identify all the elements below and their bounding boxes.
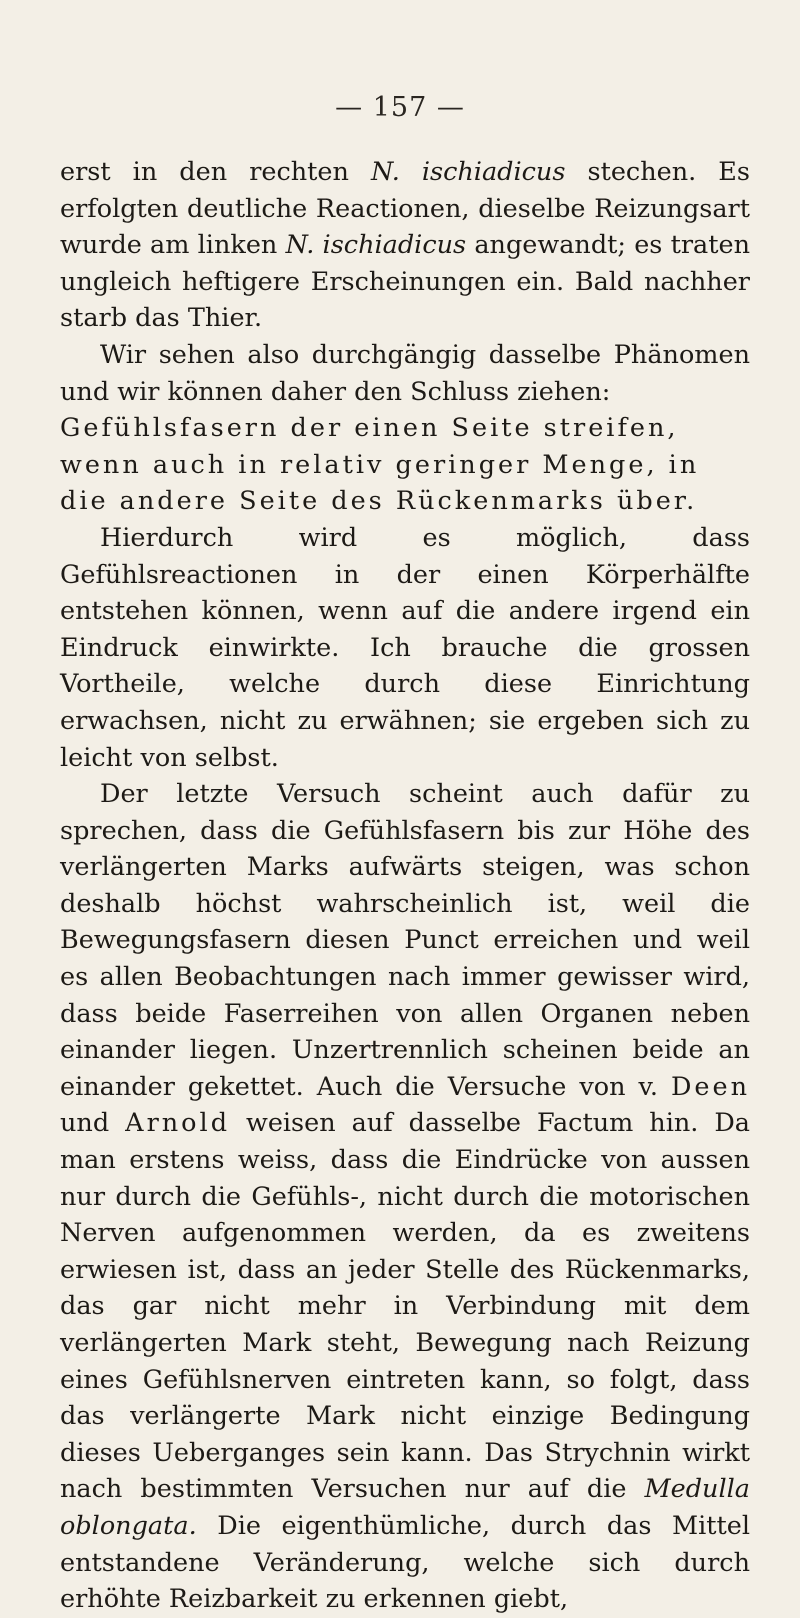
paragraph-1-text-b: stechen. Es erfolgten deutliche Reactionen, dieselbe Reizungsart wurde am linken [60, 157, 750, 261]
anatomy-term-italic: Medulla oblongata. [60, 1474, 750, 1541]
nerve-name-italic: N. ischiadicus [371, 157, 566, 187]
paragraph-1-text-c: angewandt; es traten ungleich heftigere Erscheinungen ein. Bald nachher starb das Thier. [60, 230, 750, 334]
paragraph-3-emphasis: Gefühlsfasern der einen Seite streifen, wenn auch in relativ geringer Menge, in die andere Seite des Rückenmarks über. [60, 413, 700, 517]
paragraph-5-text-b: und [60, 1108, 126, 1139]
author-name: Arnold [125, 1108, 231, 1139]
paragraph-5 [60, 776, 750, 1618]
body-text [60, 154, 750, 1618]
author-name: Deen [670, 1071, 750, 1102]
paragraph-2: Wir sehen also durchgängig dasselbe Phänomen und wir können daher den Schluss ziehen: [60, 339, 750, 407]
paragraph-4: Hierdurch wird es möglich, dass Gefühlsreactionen in der einen Körperhälfte entstehen können, wenn auf die andere irgend ein Eindruck einwirkte. Ich brauche die grossen Vortheile, welche durch diese Einrichtung erwachsen, nicht zu erwähnen; sie ergeben sich zu leicht von selbst. [60, 522, 750, 773]
paragraph-5-text-a: Der letzte Versuch scheint auch dafür zu sprechen, dass die Gefühlsfasern bis zur Höhe des verlängerten Marks aufwärts steigen, was schon deshalb höchst wahrscheinlich ist, weil die Bewegungsfasern diesen Punct erreichen und weil es allen Beobachtungen nach immer gewisser wird, dass beide Faserreihen von allen Organen neben einander liegen. Unzertrennlich scheinen beide an einander gekettet. Auch die Versuche von v. [60, 779, 750, 1102]
paragraph-5-text-c: weisen auf dasselbe Factum hin. Da man erstens weiss, dass die Eindrücke von aussen nur durch die Gefühls-, nicht durch die motorischen Nerven aufgenommen werden, da es zweitens erwiesen ist, dass an jeder Stelle des Rückenmarks, das gar nicht mehr in Verbindung mit dem verlängerten Mark steht, Bewegung nach Reizung eines Gefühlsnerven eintreten kann, so folgt, dass das verlängerte Mark nicht einzige Bedingung dieses Ueberganges sein kann. Das Strychnin wirkt nach bestimmten Versuchen nur auf die [60, 1108, 750, 1505]
paragraph-1 [60, 154, 750, 337]
paragraph-1-text-a: erst in den rechten [60, 157, 372, 187]
paragraph-5-text-d: Die eigenthümliche, durch das Mittel entstandene Veränderung, welche sich durch erhöhte Reizbarkeit zu erkennen giebt, [60, 1510, 750, 1615]
nerve-name-italic: N. ischiadicus [285, 230, 467, 261]
page-number: — 157 — [335, 92, 465, 123]
